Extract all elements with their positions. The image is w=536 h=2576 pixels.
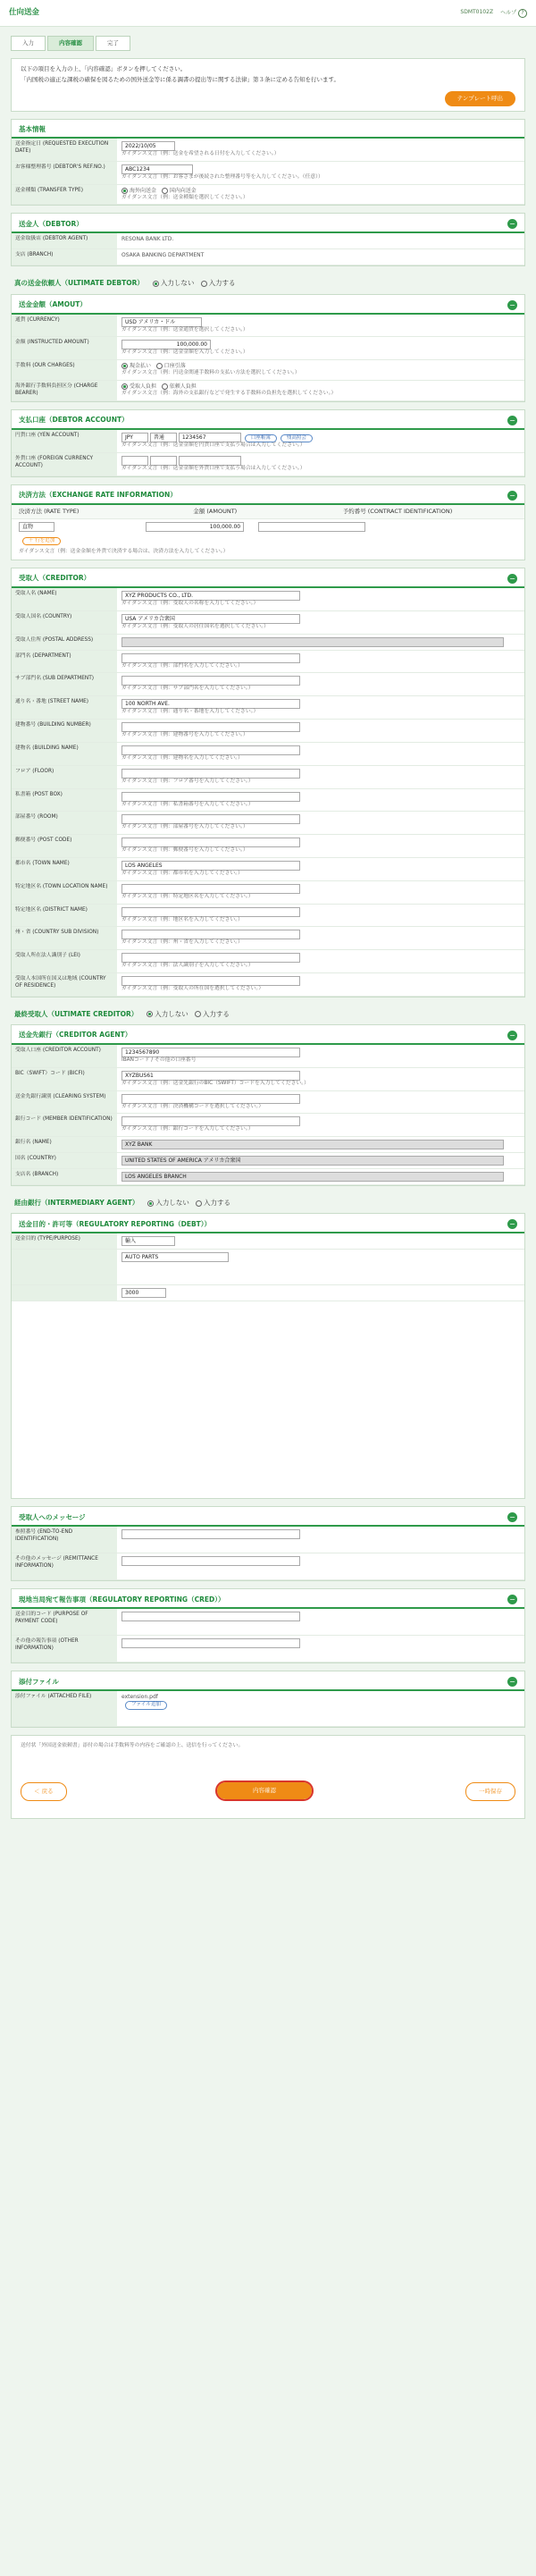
- form-row: [12, 789, 524, 812]
- field-input[interactable]: [121, 792, 300, 802]
- creditor-section: [11, 568, 525, 998]
- field-input[interactable]: [121, 769, 300, 779]
- field-input[interactable]: [121, 884, 300, 894]
- other-info-input[interactable]: [121, 1638, 300, 1648]
- fc-currency[interactable]: [121, 456, 148, 466]
- step-indicator: [11, 36, 525, 51]
- template-button[interactable]: テンプレート呼出: [445, 91, 515, 106]
- guide-text: ガイダンス文言（例：州・省を入力してください。）: [121, 939, 243, 946]
- footer: [11, 1735, 525, 1819]
- field-input[interactable]: [121, 745, 300, 755]
- guide-text: ガイダンス文言（例：郵便番号を入力してください。）: [121, 847, 248, 854]
- intermediary-row: 経由銀行（INTERMEDIARY AGENT） 入力しない 入力する: [14, 1199, 231, 1208]
- section-title: 添付ファイル: [19, 1677, 59, 1686]
- field-label: 受取人本国所在国又は地域 (COUNTRY OF RESIDENCE): [12, 973, 117, 996]
- guide-text: ガイダンス文言（例：私書箱番号を入力してください。）: [121, 801, 254, 807]
- balance-button[interactable]: 残高照会: [281, 434, 313, 442]
- field-label: 送金先銀行識別 (CLEARING SYSTEM): [12, 1091, 117, 1114]
- add-file-button[interactable]: ファイル追加: [125, 1701, 167, 1709]
- radio-no[interactable]: [147, 1200, 154, 1207]
- form-row: [12, 1068, 524, 1091]
- field-input[interactable]: [121, 637, 504, 647]
- form-row: [12, 611, 524, 635]
- guide-text: ガイダンス文言（例：送金種類を選択してください。）: [121, 194, 248, 200]
- field-label: 受取人所在法人識別子 (LEI): [12, 950, 117, 972]
- column-header: 金額 (AMOUNT): [193, 508, 238, 516]
- radio-no[interactable]: [153, 281, 159, 287]
- attached-file: extension.pdf: [121, 1694, 158, 1701]
- account-book-button[interactable]: 口座帳簿: [245, 434, 277, 442]
- guide-text: ガイダンス文言（例：部屋番号を入力してください。）: [121, 824, 248, 830]
- goods-input[interactable]: AUTO PARTS: [121, 1252, 229, 1262]
- form-row: [12, 950, 524, 973]
- amount-input[interactable]: 100,000.00: [121, 340, 211, 349]
- field-label: 部門名 (DEPARTMENT): [12, 651, 117, 673]
- form-row: [12, 766, 524, 789]
- field-label: 支店 (BRANCH): [12, 249, 117, 265]
- field-label: お客様整理番号 (DEBTOR'S REF.NO.): [12, 162, 117, 184]
- section-title: 受取人へのメッセージ: [19, 1512, 86, 1521]
- field-label: 受取人口座 (CREDITOR ACCOUNT): [12, 1045, 117, 1067]
- field-input[interactable]: [121, 976, 300, 986]
- field-label: 国名 (COUNTRY): [12, 1153, 117, 1168]
- guide-text: ガイダンス文言（例：建物番号を入力してください。）: [121, 732, 248, 738]
- guide-text: ガイダンス文言（例：円送金関連手数料の支払い方法を選択してください。）: [121, 370, 300, 376]
- guide-text: ガイダンス文言（例：銀行コードを入力してください。）: [121, 1126, 254, 1132]
- purpose-section: [11, 1213, 525, 1499]
- yen-account-number[interactable]: 1234567: [179, 433, 241, 442]
- guide-text: ガイダンス文言（例：通り名・番地を入力してください。）: [121, 709, 259, 715]
- ref-input[interactable]: ABC1234: [121, 164, 193, 174]
- fx-section: [11, 484, 525, 560]
- field-input[interactable]: [121, 814, 300, 824]
- form-row: [12, 651, 524, 674]
- guide-text: ガイダンス文言（例：決済機構コードを選択してください。）: [121, 1103, 264, 1109]
- field-label: 送金目的 (TYPE/PURPOSE): [12, 1233, 117, 1249]
- collapse-icon[interactable]: −: [507, 416, 517, 425]
- field-label: 受取人名 (NAME): [12, 588, 117, 610]
- field-label: 受取人住所 (POSTAL ADDRESS): [12, 635, 117, 650]
- field-label: 通り名・番地 (STREET NAME): [12, 696, 117, 719]
- section-title: 送金金額（AMOUT）: [19, 299, 87, 308]
- step-complete: 完了: [96, 36, 130, 51]
- form-row: [12, 673, 524, 696]
- field-label: [12, 1250, 117, 1284]
- branch-value: OSAKA BANKING DEPARTMENT: [121, 252, 205, 259]
- fc-type[interactable]: [150, 456, 177, 466]
- section-title: 経由銀行（INTERMEDIARY AGENT）: [14, 1199, 139, 1208]
- field-label: 添付ファイル (ATTACHED FILE): [12, 1691, 117, 1726]
- guide-text: IBANコード / その他の口座番号: [121, 1056, 197, 1063]
- field-label: 特定地区名 (DISTRICT NAME): [12, 905, 117, 927]
- field-input[interactable]: LOS ANGELES BRANCH: [121, 1172, 504, 1182]
- purpose-select[interactable]: 輸入: [121, 1236, 175, 1246]
- field-label: 送金目的コード (PURPOSE OF PAYMENT CODE): [12, 1609, 117, 1635]
- yen-type[interactable]: 普通: [150, 433, 177, 442]
- guide-text: ガイダンス文言（例：送金通貨を選択してください。）: [121, 326, 248, 333]
- guide-text: ガイダンス文言（例：建物名を入力してください。）: [121, 754, 243, 761]
- field-label: 手数料 (OUR CHARGES): [12, 360, 117, 380]
- guide-text: ガイダンス文言（例：特定地区名を入力してください。）: [121, 893, 254, 899]
- field-label: 送金種類 (TRANSFER TYPE): [12, 185, 117, 205]
- field-input[interactable]: USA アメリカ合衆国: [121, 614, 300, 624]
- currency-select[interactable]: USD アメリカ・ドル: [121, 317, 202, 327]
- field-input[interactable]: UNITED STATES OF AMERICA アメリカ合衆国: [121, 1156, 504, 1166]
- guide-text: ガイダンス文言（例：部門名を入力してください。）: [121, 662, 243, 669]
- collapse-icon[interactable]: −: [507, 300, 517, 310]
- field-input[interactable]: [121, 838, 300, 847]
- section-title: 受取人（CREDITOR）: [19, 574, 91, 583]
- field-label: 建物名 (BUILDING NAME): [12, 743, 117, 765]
- form-row: [12, 905, 524, 928]
- top-bar: [0, 0, 536, 27]
- collapse-icon[interactable]: −: [507, 1512, 517, 1522]
- radio-debit[interactable]: [156, 363, 163, 369]
- help-icon[interactable]: ?: [518, 9, 527, 18]
- intro-line1: 以下の項目を入力の上、「内容確認」ボタンを押してください。: [21, 64, 187, 72]
- app-title: 仕向送金: [9, 7, 40, 17]
- field-label: フロア (FLOOR): [12, 766, 117, 788]
- field-label: その他のメッセージ (REMITTANCE INFORMATION): [12, 1553, 117, 1579]
- guide-text: ガイダンス文言（例：送金先銀行のBIC（SWIFT）コードを入力してください。）: [121, 1080, 309, 1086]
- field-label: 建物番号 (BUILDING NUMBER): [12, 720, 117, 742]
- field-input[interactable]: LOS ANGELES: [121, 861, 300, 871]
- radio-no[interactable]: [147, 1011, 153, 1017]
- field-input[interactable]: 1234567890: [121, 1048, 300, 1057]
- reporting-section: [11, 1588, 525, 1663]
- form-row: [12, 973, 524, 997]
- guide-text: ガイダンス文言（例：受取人の居住国名を選択してください。）: [121, 623, 269, 629]
- radio-yes[interactable]: [196, 1200, 202, 1207]
- section-title: 真の送金依頼人（ULTIMATE DEBTOR）: [14, 279, 144, 288]
- radio-yes[interactable]: [195, 1011, 201, 1017]
- form-row: [12, 835, 524, 858]
- radio-label: 海外向送金: [130, 187, 157, 194]
- field-input[interactable]: XYZ PRODUCTS CO., LTD.: [121, 591, 300, 601]
- field-label: 州・省 (COUNTRY SUB DIVISION): [12, 927, 117, 949]
- field-label: 郵便番号 (POST CODE): [12, 835, 117, 857]
- section-title: 支払口座（DEBTOR ACCOUNT）: [19, 416, 129, 425]
- guide-text: ガイダンス文言（例：送金金額を入力してください。）: [121, 349, 248, 356]
- guide-text: ガイダンス文言（例：地区名を入力してください。）: [121, 916, 243, 922]
- radio-label: 国内向送金: [169, 187, 197, 194]
- purpose-code-input[interactable]: 3000: [121, 1288, 166, 1298]
- form-row: [12, 812, 524, 835]
- field-label: 特定地区名 (TOWN LOCATION NAME): [12, 881, 117, 904]
- field-input[interactable]: [121, 676, 300, 686]
- form-row: [12, 1114, 524, 1137]
- form-row: [12, 1153, 524, 1169]
- radio-creditor[interactable]: [121, 383, 128, 390]
- field-label: 金額 (INSTRUCTED AMOUNT): [12, 337, 117, 359]
- amount-section: 送金金額（AMOUT） − 通貨 (CURRENCY) USD アメリカ・ドル ガイダンス文言（例：送金通貨を選択してください。） 金額 (INSTRUCTED AMOUNT) 100,000.00 ガイダンス文言（例：送金金額を入力してください。） 手数料 (OUR CHARGES) 現金払い 口座引落 ガイダンス文言（例：円送金関連手数料の支払い方法を選択してください。） 海外銀行手数料負担区分 (CHARGE BEARER) 受取人負担 依頼人負担 ガイダンス文言（例：海外の支払銀行などで発生する手数料の負担先を選択してください。）: [11, 294, 525, 402]
- column-header: 決済方法 (RATE TYPE): [19, 508, 80, 516]
- field-label: 送金取扱店 (DEBTOR AGENT): [12, 233, 117, 248]
- form-row: [12, 1045, 524, 1068]
- field-label: 通貨 (CURRENCY): [12, 315, 117, 337]
- field-input[interactable]: [121, 653, 300, 663]
- column-header: 予約番号 (CONTRACT IDENTIFICATION): [342, 508, 453, 516]
- step-input: 入力: [11, 36, 46, 51]
- form-row: [12, 1137, 524, 1153]
- collapse-icon[interactable]: −: [507, 219, 517, 229]
- field-input[interactable]: 100 NORTH AVE.: [121, 699, 300, 709]
- ultimate-creditor-row: 最終受取人（ULTIMATE CREDITOR） 入力しない 入力する: [14, 1009, 230, 1018]
- field-label: その他の報告事項 (OTHER INFORMATION): [12, 1636, 117, 1662]
- form-row: [12, 635, 524, 651]
- contract-input[interactable]: [258, 522, 365, 532]
- fx-amount-input[interactable]: 100,000.00: [146, 522, 244, 532]
- help-link[interactable]: ヘルプ ?: [500, 9, 527, 18]
- radio-cash[interactable]: [121, 363, 128, 369]
- guide-text: ガイダンス文言（例：受取人の所在国を選択してください。）: [121, 986, 264, 992]
- guide-text: ガイダンス文言（例：お客さまが後続された整理番号等を入力してください。（任意））: [121, 173, 323, 180]
- field-label: [12, 1285, 117, 1301]
- form-row: [12, 1169, 524, 1185]
- form-row: [12, 858, 524, 881]
- form-row: [12, 1091, 524, 1115]
- basic-section: [11, 119, 525, 206]
- intro-line2: 「内国税の適正な課税の確保を図るための国外送金等に係る調書の提出等に関する法律」第３条に定める告知を行います。: [21, 75, 339, 83]
- field-label: 海外銀行手数料負担区分 (CHARGE BEARER): [12, 381, 117, 400]
- field-label: 参照番号 (END-TO-END IDENTIFICATION): [12, 1527, 117, 1553]
- debtor-section: [11, 213, 525, 266]
- form-row: [12, 720, 524, 743]
- field-label: BIC（SWIFT）コード (BICFI): [12, 1068, 117, 1090]
- debit-section: [11, 409, 525, 477]
- guide-text: ガイダンス文言（例：送金を希望される日付を入力してください。）: [121, 150, 280, 156]
- collapse-icon[interactable]: −: [507, 1677, 517, 1687]
- collapse-icon[interactable]: −: [507, 491, 517, 501]
- field-input[interactable]: [121, 722, 300, 732]
- fc-account-number[interactable]: [179, 456, 241, 466]
- intro-box: [11, 58, 525, 112]
- section-title: 決済方法（EXCHANGE RATE INFORMATION）: [19, 491, 177, 500]
- back-button[interactable]: ＜ 戻る: [21, 1782, 67, 1801]
- field-label: 受取人国名 (COUNTRY): [12, 611, 117, 634]
- field-label: 部屋番号 (ROOM): [12, 812, 117, 834]
- field-label: 都市名 (TOWN NAME): [12, 858, 117, 880]
- collapse-icon[interactable]: −: [507, 574, 517, 584]
- field-label: 支店名 (BRANCH): [12, 1169, 117, 1184]
- field-input[interactable]: XYZ BANK: [121, 1140, 504, 1149]
- form-row: [12, 743, 524, 766]
- guide-text: ガイダンス文言（例：送金金額を外貨で決済する場合は、決済方法を入力してください。）: [19, 549, 229, 555]
- rate-type-select[interactable]: 直物: [19, 522, 54, 532]
- field-label: サブ部門名 (SUB DEPARTMENT): [12, 673, 117, 695]
- step-confirm: 内容確認: [47, 36, 94, 51]
- footer-note: 送付状「外国送金依頼書」添付の場合は手数料等の内容をご確認の上、送信を行ってください。: [21, 1743, 244, 1749]
- field-label: 銀行名 (NAME): [12, 1137, 117, 1152]
- field-label: 私書箱 (POST BOX): [12, 789, 117, 812]
- ultimate-debtor-row: 真の送金依頼人（ULTIMATE DEBTOR） 入力しない 入力する: [14, 279, 236, 288]
- message-section: [11, 1506, 525, 1581]
- field-input[interactable]: XYZBUS61: [121, 1071, 300, 1081]
- add-row-button[interactable]: ＋ 行を追加: [22, 537, 61, 545]
- guide-text: ガイダンス文言（例：送金金額を円貨口座で支払う場合は入力してください。）: [121, 442, 306, 449]
- agent-value: RESONA BANK LTD.: [121, 236, 174, 243]
- section-title: 送金先銀行（CREDITOR AGENT）: [19, 1031, 132, 1040]
- guide-text: ガイダンス文言（例：海外の支払銀行などで発生する手数料の負担先を選択してください。）: [121, 391, 337, 397]
- section-title: 最終受取人（ULTIMATE CREDITOR）: [14, 1009, 138, 1018]
- field-label: 円貨口座 (YEN ACCOUNT): [12, 430, 117, 452]
- field-input[interactable]: [121, 907, 300, 917]
- collapse-icon[interactable]: −: [507, 1219, 517, 1229]
- confirm-button[interactable]: 内容確認: [217, 1782, 312, 1799]
- form-row: [12, 881, 524, 905]
- remittance-info-input[interactable]: [121, 1556, 300, 1566]
- field-input[interactable]: [121, 953, 300, 963]
- collapse-icon[interactable]: −: [507, 1031, 517, 1040]
- guide-text: ガイダンス文言（例：受取人の名称を入力してください。）: [121, 601, 259, 607]
- field-input[interactable]: [121, 930, 300, 939]
- date-input[interactable]: 2022/10/05: [121, 141, 175, 151]
- guide-text: ガイダンス文言（例：都市名を入力してください。）: [121, 870, 243, 876]
- field-label: 外貨口座 (FOREIGN CURRENCY ACCOUNT): [12, 453, 117, 476]
- field-label: 送金指定日 (REQUESTED EXECUTION DATE): [12, 139, 117, 161]
- attach-section: [11, 1671, 525, 1728]
- guide-text: ガイダンス文言（例：フロア番号を入力してください。）: [121, 778, 254, 784]
- user-id: SDMT0102Z: [460, 9, 494, 16]
- form-row: [12, 927, 524, 950]
- purpose-code-input[interactable]: [121, 1612, 300, 1621]
- field-input[interactable]: [121, 1116, 300, 1126]
- radio-yes[interactable]: [201, 281, 207, 287]
- guide-text: ガイダンス文言（例：法人識別子を入力してください。）: [121, 963, 254, 969]
- section-title: 現地当局宛て報告事項（REGULATORY REPORTING（CRED））: [19, 1595, 225, 1604]
- collapse-icon[interactable]: −: [507, 1595, 517, 1604]
- field-input[interactable]: [121, 1094, 300, 1104]
- agent-section: [11, 1024, 525, 1186]
- form-row: [12, 696, 524, 720]
- radio-domestic[interactable]: [162, 188, 168, 194]
- guide-text: ガイダンス文言（例：サブ部門名を入力してください。）: [121, 686, 254, 692]
- e2e-input[interactable]: [121, 1529, 300, 1539]
- yen-currency[interactable]: JPY: [121, 433, 148, 442]
- save-draft-button[interactable]: 一時保存: [465, 1782, 515, 1801]
- form-row: [12, 588, 524, 611]
- section-title: 送金目的・許可等（REGULATORY REPORTING（DEBT））: [19, 1219, 212, 1228]
- guide-text: ガイダンス文言（例：送金金額を外貨口座で支払う場合は入力してください。）: [121, 466, 306, 472]
- section-title: 基本情報: [19, 124, 46, 133]
- radio-debtor[interactable]: [162, 383, 168, 390]
- field-label: 銀行コード (MEMBER IDENTIFICATION): [12, 1114, 117, 1136]
- radio-overseas[interactable]: [121, 188, 128, 194]
- section-title: 送金人（DEBTOR）: [19, 219, 83, 228]
